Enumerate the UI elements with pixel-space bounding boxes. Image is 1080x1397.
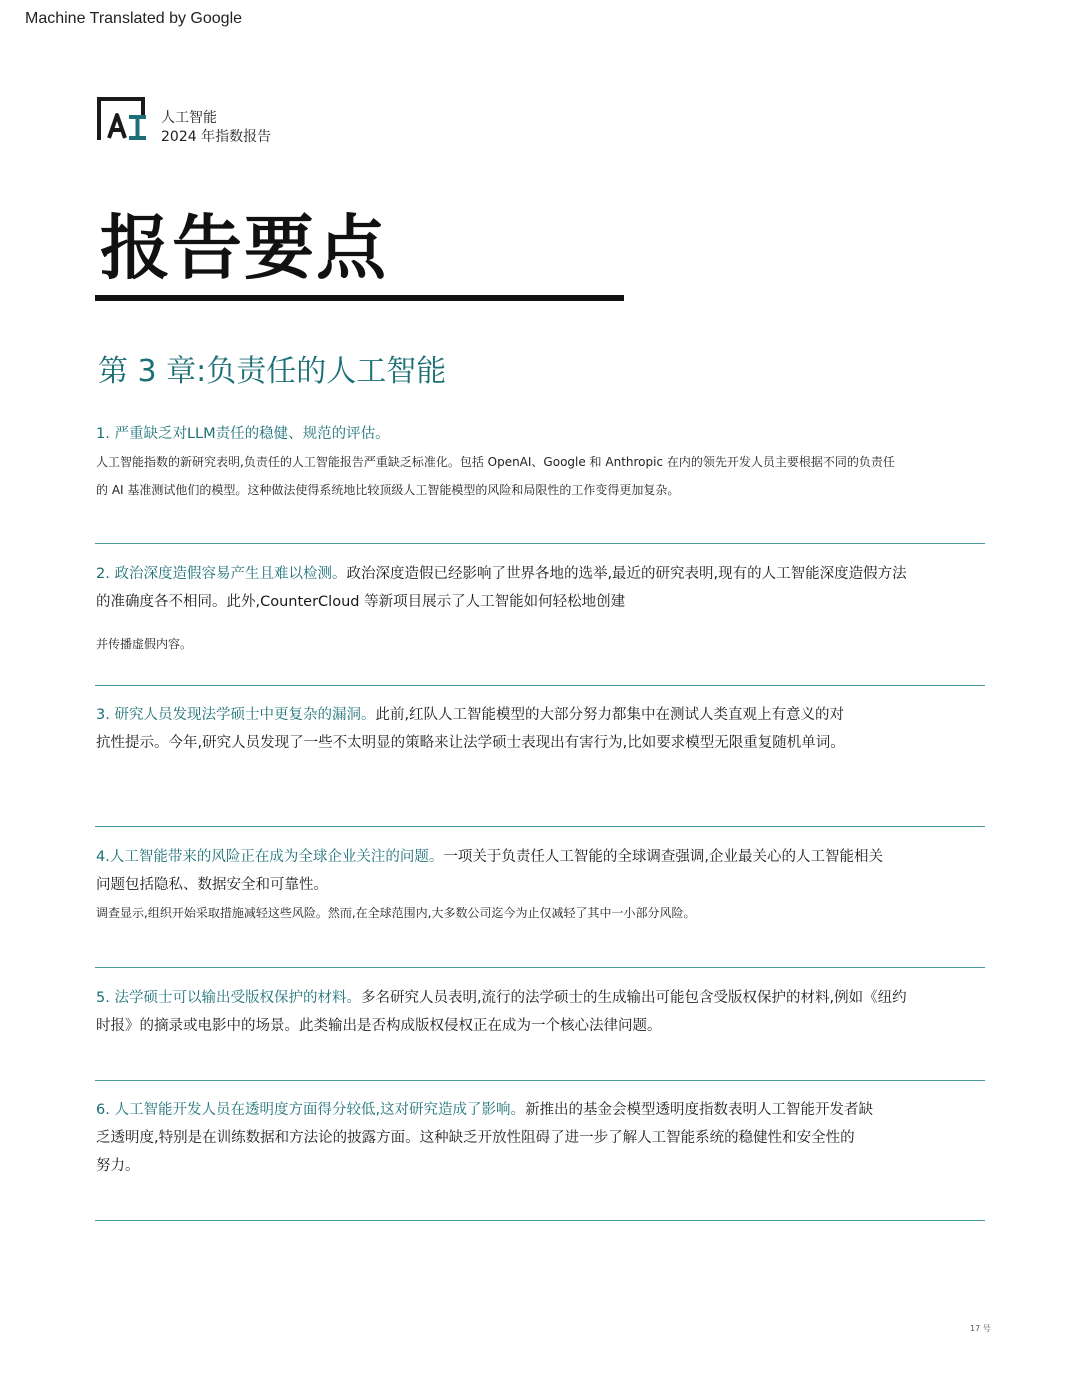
highlight-item-3 <box>96 701 986 757</box>
highlight-item-4 <box>96 843 986 927</box>
item-body-line: 新推出的基金会模型透明度指数表明人工智能开发者缺 <box>525 1102 874 1118</box>
item-body-line: 努力。 <box>96 1158 140 1174</box>
divider <box>95 1080 985 1081</box>
divider <box>95 685 985 686</box>
item-heading: 1. 严重缺乏对LLM责任的稳健、规范的评估。 <box>96 426 390 442</box>
report-header <box>161 109 271 147</box>
divider <box>95 1220 985 1221</box>
item-body-line: 问题包括隐私、数据安全和可靠性。 <box>96 877 328 893</box>
divider <box>95 543 985 544</box>
chapter-heading: 第 3 章:负责任的人工智能 <box>98 354 447 389</box>
item-body-line: 并传播虚假内容。 <box>96 637 193 651</box>
item-body-line: 调查显示,组织开始采取措施减轻这些风险。然而,在全球范围内,大多数公司迄今为止仅减轻了其中一小部分风险。 <box>96 906 696 920</box>
page-title: 报告要点 <box>100 207 388 289</box>
item-body-line: 一项关于负责任人工智能的全球调查强调,企业最关心的人工智能相关 <box>443 849 883 865</box>
header-line-2: 2024 年指数报告 <box>161 129 272 145</box>
highlight-item-2 <box>96 560 986 658</box>
ai-index-logo-icon <box>96 96 148 142</box>
divider <box>95 967 985 968</box>
machine-translation-banner: Machine Translated by Google <box>25 10 243 27</box>
item-body-line: 时报》的摘录或电影中的场景。此类输出是否构成版权侵权正在成为一个核心法律问题。 <box>96 1018 662 1034</box>
item-body-line: 的准确度各不相同。此外,CounterCloud 等新项目展示了人工智能如何轻松地创建 <box>96 594 626 610</box>
title-underline <box>95 295 624 301</box>
page-number: 17 号 <box>970 1324 991 1333</box>
item-body-line: 人工智能指数的新研究表明,负责任的人工智能报告严重缺乏标准化。包括 OpenAI、Google 和 Anthropic 在内的领先开发人员主要根据不同的负责任 <box>96 455 895 469</box>
header-line-1: 人工智能 <box>161 110 217 126</box>
item-body-line: 此前,红队人工智能模型的大部分努力都集中在测试人类直观上有意义的对 <box>375 707 845 723</box>
divider <box>95 826 985 827</box>
highlight-item-5 <box>96 984 986 1040</box>
item-heading: 3. 研究人员发现法学硕士中更复杂的漏洞。 <box>96 707 376 723</box>
item-body-line: 的 AI 基准测试他们的模型。这种做法使得系统地比较顶级人工智能模型的风险和局限性的工作变得更加复杂。 <box>96 483 680 497</box>
item-heading: 4.人工智能带来的风险正在成为全球企业关注的问题。 <box>96 849 444 865</box>
highlight-item-1 <box>96 420 986 504</box>
item-body-line: 抗性提示。今年,研究人员发现了一些不太明显的策略来让法学硕士表现出有害行为,比如要求模型无限重复随机单词。 <box>96 735 845 751</box>
item-heading: 5. 法学硕士可以输出受版权保护的材料。 <box>96 990 361 1006</box>
item-heading: 2. 政治深度造假容易产生且难以检测。 <box>96 566 347 582</box>
item-body-line: 乏透明度,特别是在训练数据和方法论的披露方面。这种缺乏开放性阻碍了进一步了解人工智能系统的稳健性和安全性的 <box>96 1130 855 1146</box>
item-body-line: 多名研究人员表明,流行的法学硕士的生成输出可能包含受版权保护的材料,例如《纽约 <box>360 990 907 1006</box>
highlight-item-6 <box>96 1096 986 1180</box>
item-body-line: 政治深度造假已经影响了世界各地的选举,最近的研究表明,现有的人工智能深度造假方法 <box>346 566 907 582</box>
item-heading: 6. 人工智能开发人员在透明度方面得分较低,这对研究造成了影响。 <box>96 1102 526 1118</box>
